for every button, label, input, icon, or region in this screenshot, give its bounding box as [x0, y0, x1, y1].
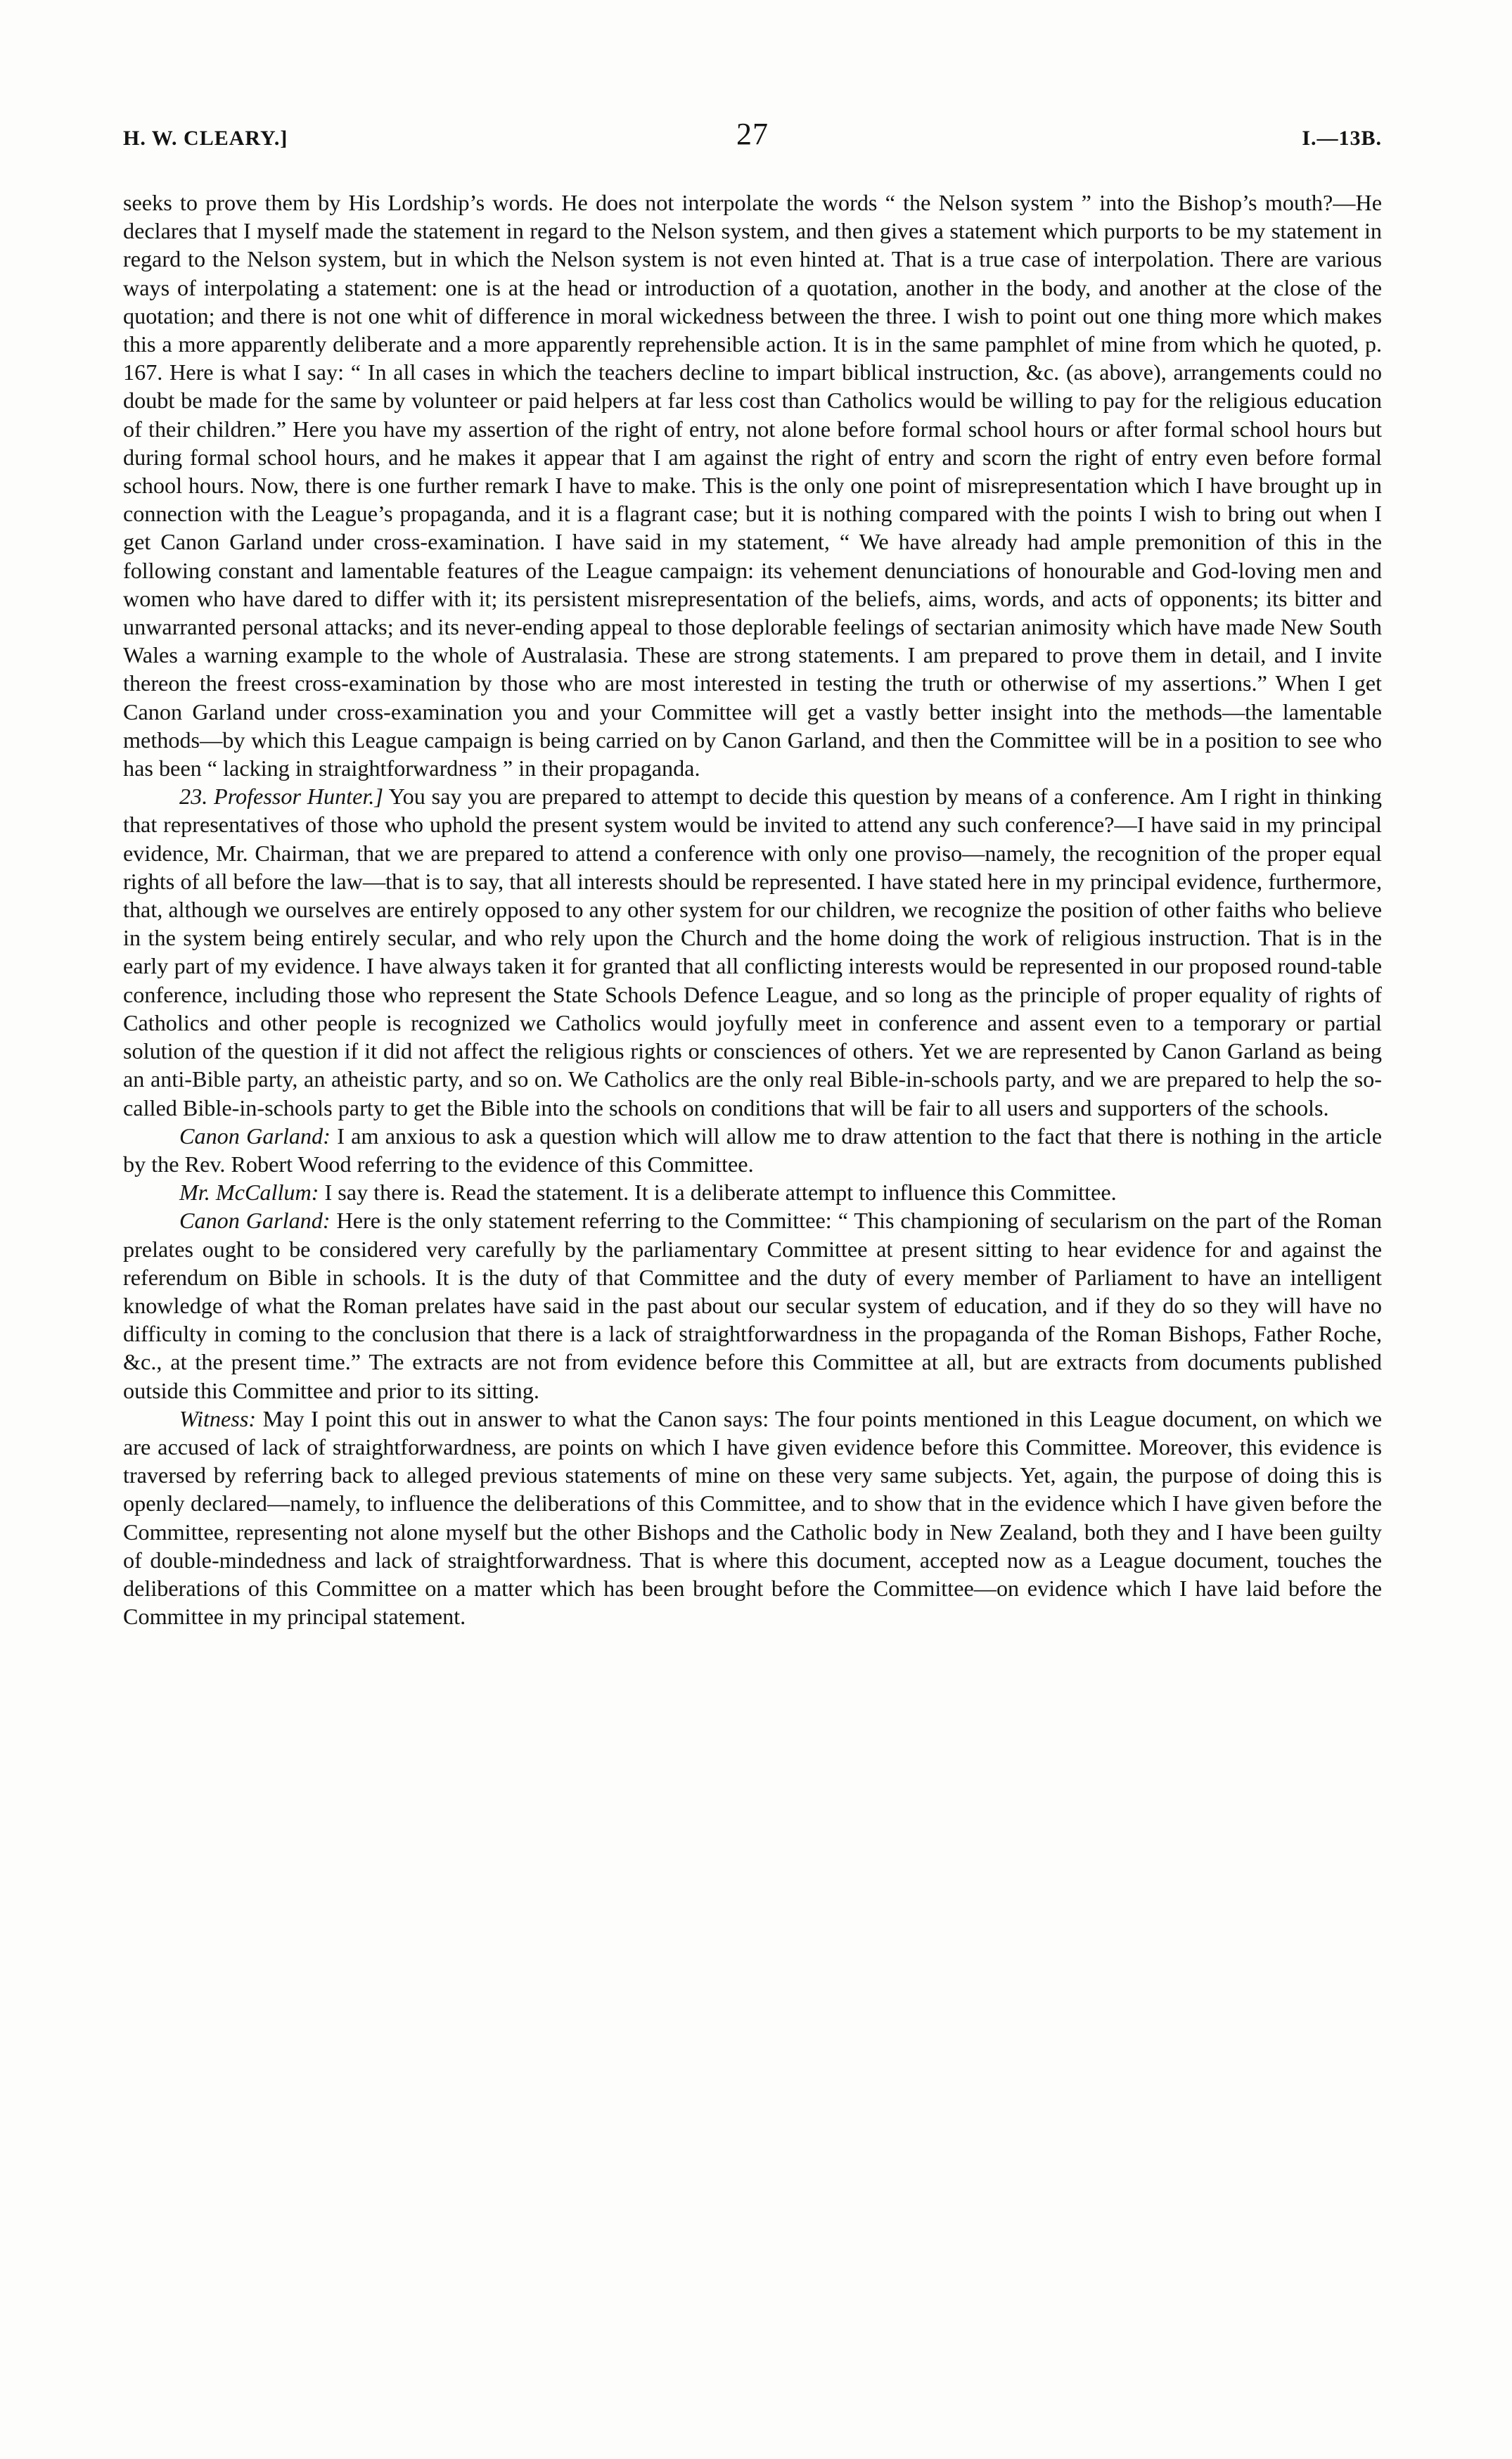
speaker-label: Canon Garland: — [179, 1123, 331, 1149]
paragraph-question-23 — [123, 782, 1382, 1121]
paragraph-text: seeks to prove them by His Lordship’s words. He does not interpolate the words “ the Nelson system ” into the Bishop’s mouth?—He declares that I myself made the statement in regard to the Nelson system, and then gives a statement which purports to be my statement in regard to the Nelson system, but in which the Nelson system is not even hinted at. That is a true case of interpolation. There are various ways of interpolating a statement: one is at the head or introduction of a quotation, another in the body, and another at the close of the quotation; and there is not one whit of difference in moral wickedness between the three. I wish to point out one thing more which makes this a more apparently deliberate and a more apparently reprehensible action. It is in the same pamphlet of mine from which he quoted, p. 167. Here is what I say: “ In all cases in which the teachers decline to impart biblical instruction, &c. (as above), arrangements could no doubt be made for the same by volunteer or paid helpers at far less cost than Catholics would be willing to pay for the religious education of their children.” Here you have my assertion of the right of entry, not alone before formal school hours or after formal school hours but during formal school hours, and he makes it appear that I am against the right of entry and scorn the right of entry even before formal school hours. Now, there is one further remark I have to make. This is the only one point of misrepresentation which I have brought up in connection with the League’s propaganda, and it is a flagrant case; but it is nothing compared with the points I wish to bring out when I get Canon Garland under cross-examination. I have said in my statement, “ We have already had ample premonition of this in the following constant and lamentable features of the League campaign: its vehement denunciations of honourable and God-loving men and women who have dared to differ with it; its persistent misrepresentation of the beliefs, aims, words, and acts of opponents; its bitter and unwarranted personal attacks; and its never-ending appeal to those deplorable feelings of sectarian animosity which have made New South Wales a warning example to the whole of Australasia. These are strong statements. I am prepared to prove them in detail, and I invite thereon the freest cross-examination by those who are most interested in testing the truth or otherwise of my assertions.” When I get Canon Garland under cross-examination you and your Committee will get a vastly better insight into the methods—the lamentable methods—by which this League campaign is being carried on by Canon Garland, and then the Committee will be in a position to see who has been “ lacking in straightforwardness ” in their propaganda. — [123, 190, 1382, 781]
paragraph-continuation — [123, 189, 1382, 782]
paragraph-witness — [123, 1405, 1382, 1631]
page-number: 27 — [736, 117, 769, 151]
speaker-label: Mr. McCallum: — [179, 1180, 319, 1206]
paragraph-text: I am anxious to ask a question which will allow me to draw attention to the fact that there is nothing in the article by the Rev. Robert Wood referring to the evidence of this Committee. — [123, 1123, 1383, 1177]
speaker-label: Witness: — [179, 1405, 257, 1431]
paragraph-canon-garland-2 — [123, 1206, 1382, 1404]
page-body — [123, 189, 1382, 1630]
paragraph-text: I say there is. Read the statement. It is a deliberate attempt to influence this Committee. — [324, 1180, 1117, 1206]
speaker-label: 23. Professor Hunter.] — [179, 784, 384, 810]
header-author: H. W. CLEARY.] — [123, 127, 288, 150]
paragraph-text: May I point this out in answer to what the Canon says: The four points mentioned in this League document, on which we are accused of lack of straightforwardness, are points on which I have given evidence before this Committee. Moreover, this evidence is traversed by referring back to alleged previous statements of mine on these very same subjects. Yet, again, the purpose of doing this is openly declared—namely, to influence the deliberations of this Committee, and to show that in the evidence which I have given before the Committee, representing not alone myself but the other Bishops and the Catholic body in New Zealand, both they and I have been guilty of double-mindedness and lack of straightforwardness. That is where this document, accepted now as a League document, touches the deliberations of this Committee on a matter which has been brought before the Committee—on evidence which I have laid before the Committee in my principal statement. — [123, 1405, 1383, 1630]
paragraph-canon-garland — [123, 1122, 1382, 1178]
paragraph-text: Here is the only statement referring to the Committee: “ This championing of secularism on the part of the Roman prelates ought to be considered very carefully by the parliamentary Committee at present sitting to hear evidence for and against the referendum on Bible in schools. It is the duty of that Committee and the duty of every member of Parliament to have an intelligent knowledge of what the Roman prelates have said in the past about our secular system of education, and if they do so they will have no difficulty in coming to the conclusion that there is a lack of straightforwardness in the propaganda of the Roman Bishops, Father Roche, &c., at the present time.” The extracts are not from evidence before this Committee at all, but are extracts from documents published outside this Committee and prior to its sitting. — [123, 1208, 1383, 1403]
page-header — [123, 116, 1382, 158]
speaker-label: Canon Garland: — [179, 1208, 331, 1234]
paragraph-mr-mccallum — [123, 1178, 1382, 1206]
paragraph-text: You say you are prepared to attempt to decide this question by means of a conference. Am I right in thinking that representatives of those who uphold the present system would be invited to attend any such conference?—I have said in my principal evidence, Mr. Chairman, that we are prepared to attend a conference with only one proviso—namely, the recognition of the proper equal rights of all before the law—that is to say, that all interests should be represented. I have stated here in my principal evidence, furthermore, that, although we ourselves are entirely opposed to any other system for our children, we recognize the position of other faiths who believe in the system being entirely secular, and who rely upon the Church and the home doing the work of religious instruction. That is in the early part of my evidence. I have always taken it for granted that all conflicting interests would be represented in our proposed round-table conference, including those who represent the State Schools Defence League, and so long as the principle of proper equality of rights of Catholics and other people is recognized we Catholics would joyfully meet in conference and assent even to a temporary or partial solution of the question if it did not affect the religious rights or consciences of others. Yet we are represented by Canon Garland as being an anti-Bible party, an atheistic party, and so on. We Catholics are the only real Bible-in-schools party, and we are prepared to help the so-called Bible-in-schools party to get the Bible into the schools on conditions that will be fair to all users and supporters of the schools. — [123, 784, 1383, 1120]
document-reference: I.—13B. — [1302, 127, 1382, 150]
